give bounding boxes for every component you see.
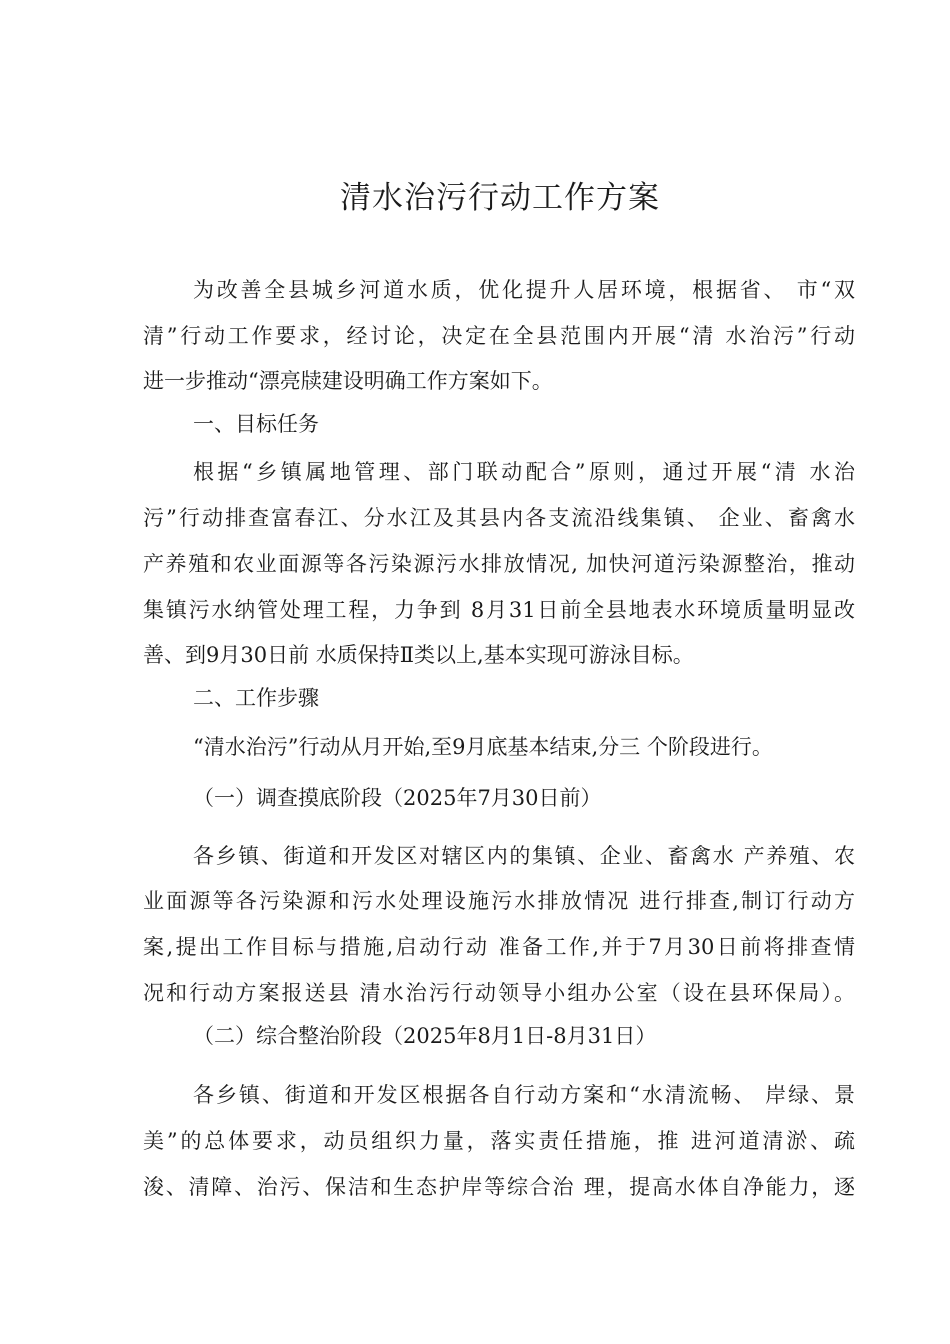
paragraph-line: 浚、清障、治污、保洁和生态护岸等综合治 理，提高水体自净能力，逐: [143, 1175, 855, 1199]
paragraph-line: （二）综合整治阶段（2025年8月1日-8月31日）: [193, 1024, 657, 1048]
paragraph-line: （一）调查摸底阶段（2025年7月30日前）: [193, 786, 602, 810]
paragraph-line: 美”的总体要求，动员组织力量，落实责任措施，推 进河道清淤、疏: [143, 1129, 855, 1153]
paragraph-line: 况和行动方案报送县 清水治污行动领导小组办公室（设在县环保局）。: [143, 981, 855, 1005]
paragraph-line: 清”行动工作要求，经讨论，决定在全县范围内开展“清 水治污”行动: [143, 324, 855, 348]
paragraph-line: 进一步推动“漂亮牍建设明确工作方案如下。: [143, 369, 553, 393]
paragraph-line: 各乡镇、街道和开发区对辖区内的集镇、企业、畜禽水 产养殖、农: [193, 844, 855, 868]
document-title: 清水治污行动工作方案: [340, 180, 660, 216]
paragraph-line: 案,提出工作目标与措施,启动行动 准备工作,并于7月30日前将排查情: [143, 935, 855, 959]
paragraph-line: 根据“乡镇属地管理、部门联动配合”原则，通过开展“清 水治: [193, 460, 855, 484]
paragraph-line: 二、工作步骤: [193, 686, 319, 710]
paragraph-line: 一、目标任务: [193, 412, 319, 436]
paragraph-line: 善、到9月30日前 水质保持Ⅱ类以上,基本实现可游泳目标。: [143, 643, 694, 667]
paragraph-line: “清水治污”行动从月开始,至9月底基本结束,分三 个阶段进行。: [193, 735, 773, 759]
paragraph-line: 集镇污水纳管处理工程，力争到 8月31日前全县地表水环境质量明显改: [143, 598, 855, 622]
paragraph-line: 各乡镇、街道和开发区根据各自行动方案和“水清流畅、 岸绿、景: [193, 1083, 855, 1107]
paragraph-line: 为改善全县城乡河道水质，优化提升人居环境，根据省、 市“双: [193, 278, 855, 302]
paragraph-line: 产养殖和农业面源等各污染源污水排放情况, 加快河道污染源整治，推动: [143, 552, 855, 576]
paragraph-line: 业面源等各污染源和污水处理设施污水排放情况 进行排查,制订行动方: [143, 889, 855, 913]
paragraph-line: 污”行动排查富春江、分水江及其县内各支流沿线集镇、 企业、畜禽水: [143, 506, 855, 530]
